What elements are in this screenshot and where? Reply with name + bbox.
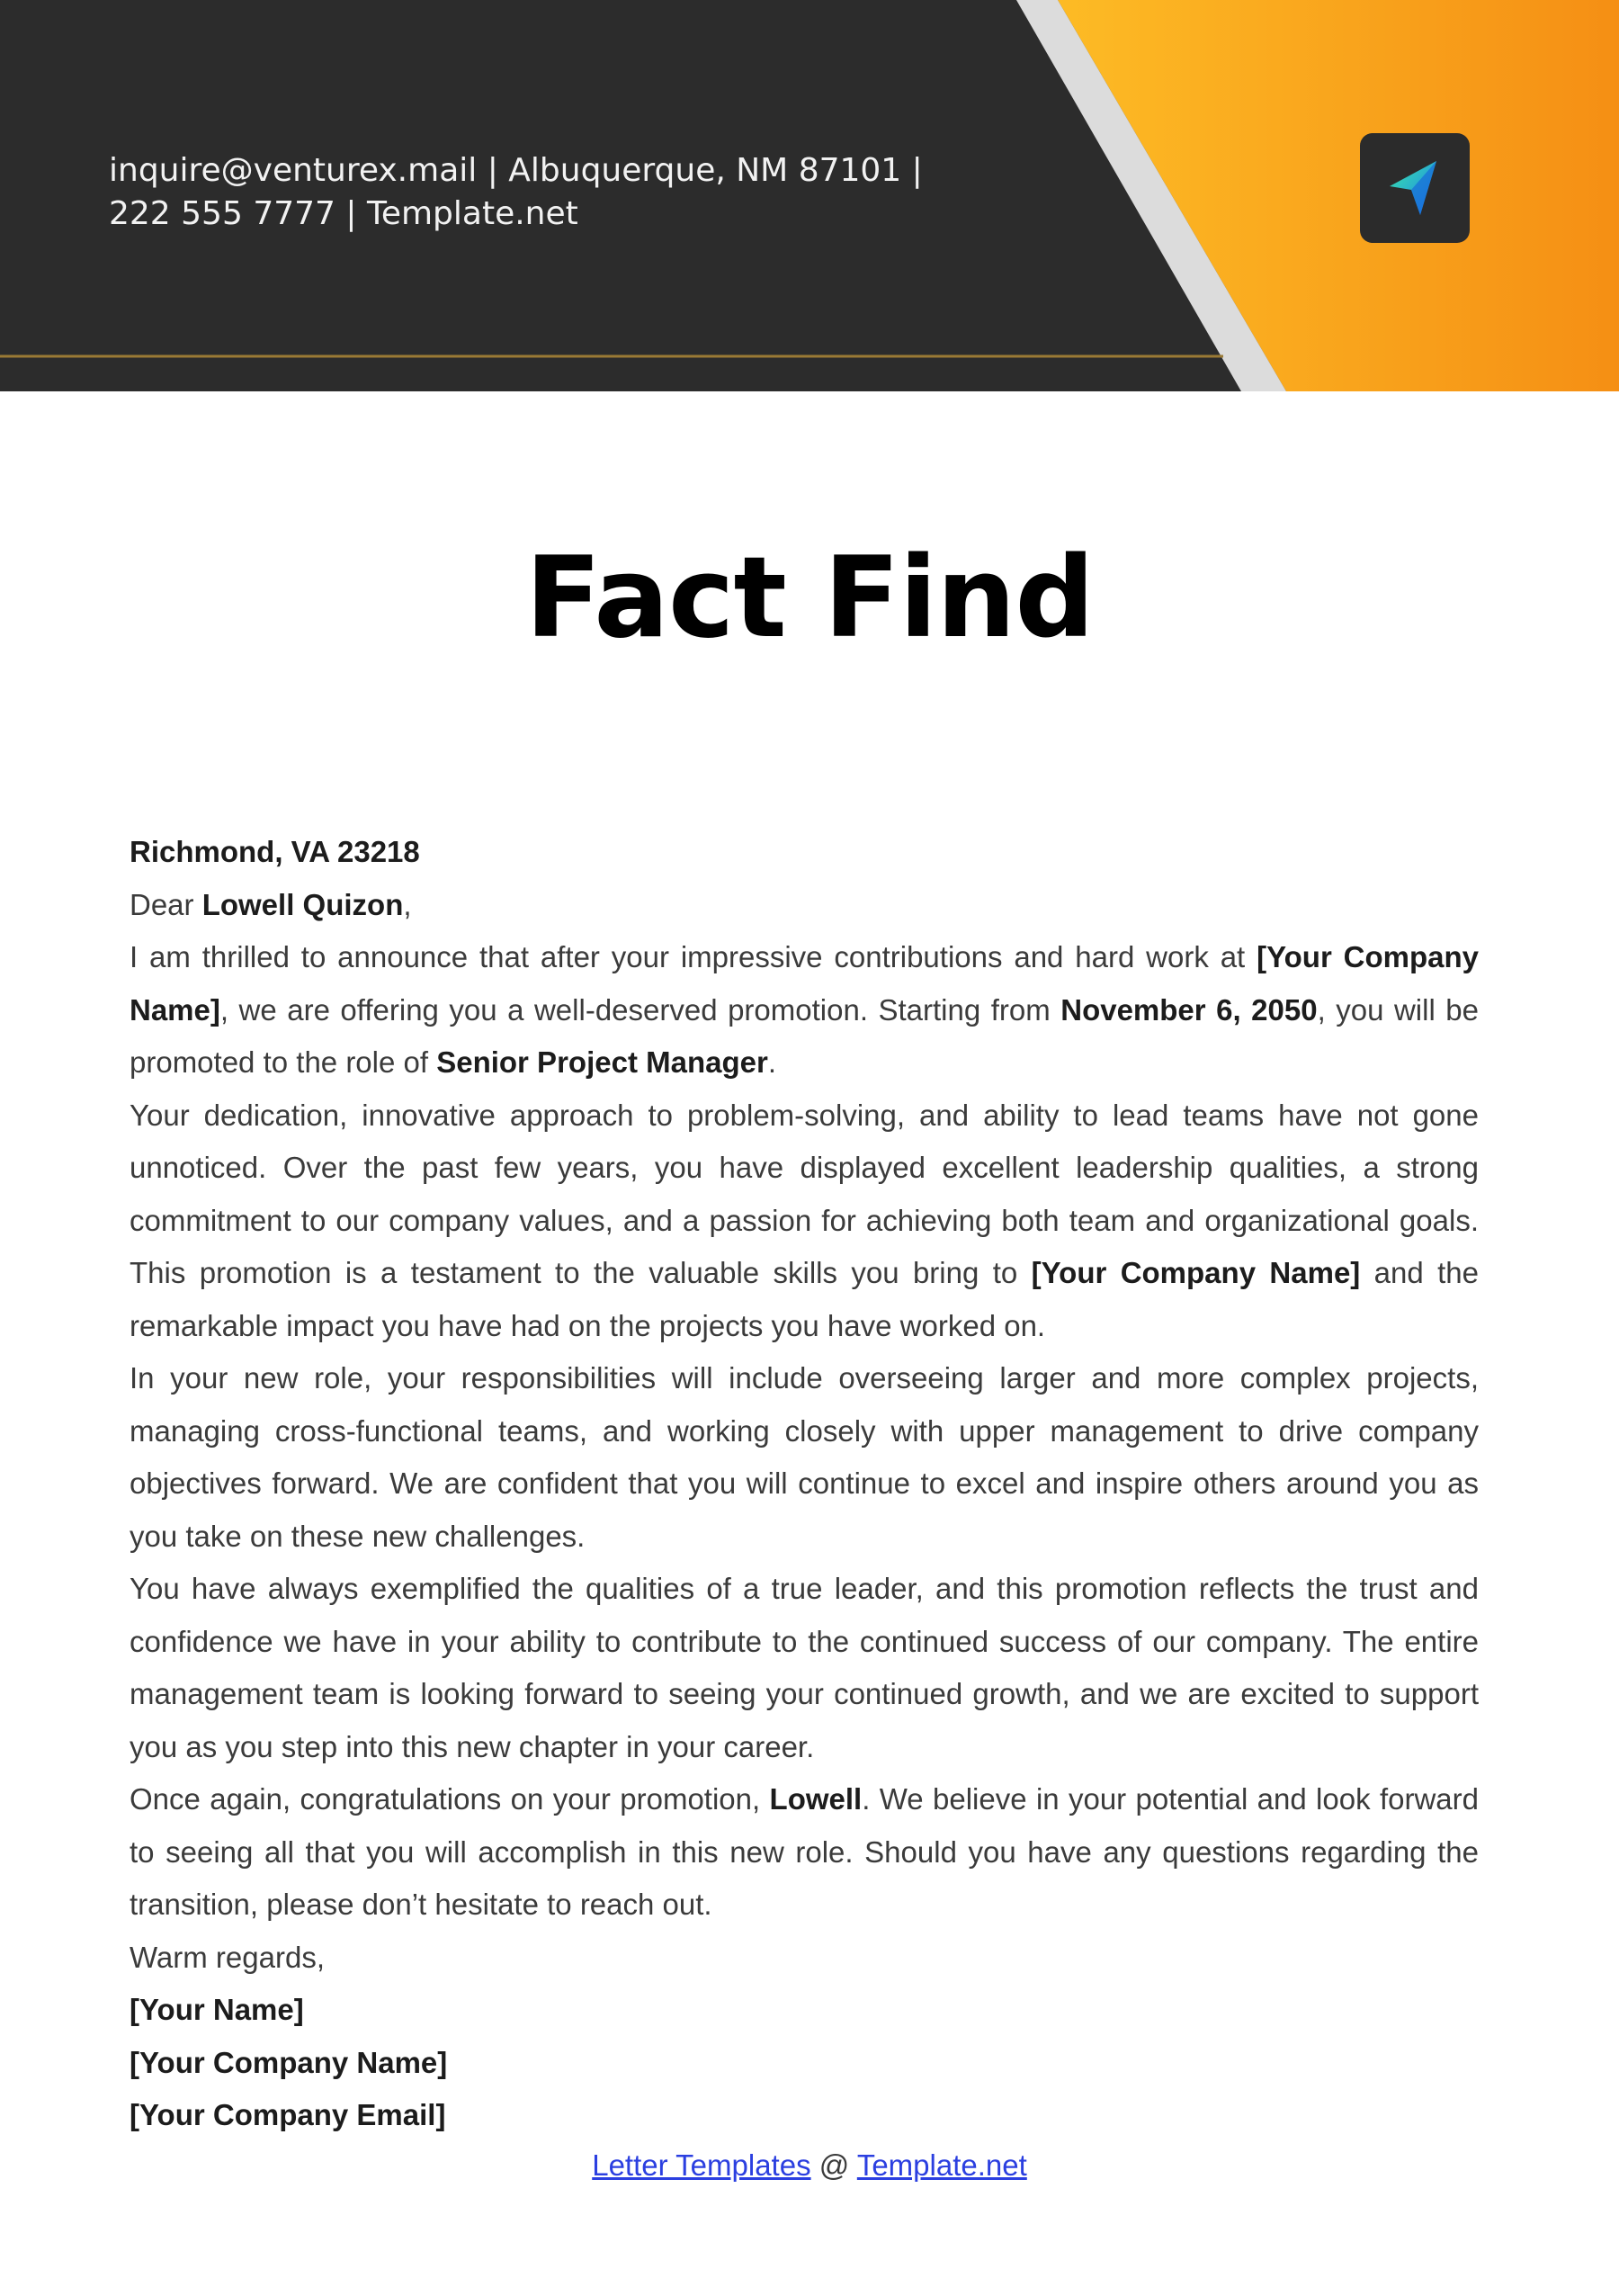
footer <box>0 2139 1619 2192</box>
contact-info <box>109 149 923 236</box>
letterhead-banner <box>0 0 1619 391</box>
sender-address: Richmond, VA 23218 <box>130 835 420 868</box>
greeting: Dear Lowell Quizon, <box>130 887 412 921</box>
company-logo <box>1360 133 1470 243</box>
contact-line: 222 555 7777 | Template.net <box>109 195 578 232</box>
paragraph: You have always exemplified the qualities of a true leader, and this promotion reflects the trust and confidence we have in your ability to contribute to the continued success of our company. The entire management team is looking forward to seeing your continued growth, and we are excited to support you as you step into this new chapter in your career. <box>130 1572 1479 1763</box>
paragraph: Your dedication, innovative approach to problem-solving, and ability to lead teams have not gone unnoticed. Over the past few years, you have displayed excellent leadership qualities, a strong commitment to our company values, and a passion for achieving both team and organizational goals. This promotion is a testament to the valuable skills you bring to [Your Company Name] and the remarkable impact you have had on the projects you have worked on. <box>130 1098 1479 1342</box>
paragraph: Once again, congratulations on your promotion, Lowell. We believe in your potential and look forward to seeing all that you will accomplish in this new role. Should you have any questions regarding the transition, please don’t hesitate to reach out. <box>130 1782 1479 1921</box>
signature-email: [Your Company Email] <box>130 2098 446 2131</box>
closing: Warm regards, <box>130 1940 325 1974</box>
paper-plane-arrow-icon <box>1382 156 1447 220</box>
signature-name: [Your Name] <box>130 1993 304 2026</box>
paragraph: I am thrilled to announce that after your impressive contributions and hard work at [Your Company Name], we are offering you a well-deserved promotion. Starting from November 6, 2050, you will be promoted to the role of Senior Project Manager. <box>130 940 1479 1079</box>
recipient-name: Lowell Quizon <box>201 887 404 921</box>
template-net-link[interactable]: Template.net <box>856 2148 1027 2182</box>
paragraph: In your new role, your responsibilities will include overseeing larger and more complex projects, managing cross-functional teams, and working closely with upper management to drive company objectives forward. We are confident that you will continue to excel and inspire others around you as you take on these new challenges. <box>130 1361 1479 1553</box>
letter-templates-link[interactable]: Letter Templates <box>592 2148 811 2182</box>
page-title: Fact Find <box>524 534 1095 663</box>
footer-separator: @ <box>810 2148 857 2182</box>
contact-line: inquire@venturex.mail | Albuquerque, NM 87101 | <box>109 152 923 189</box>
letter-body <box>130 826 1479 2142</box>
signature-company: [Your Company Name] <box>130 2045 448 2079</box>
